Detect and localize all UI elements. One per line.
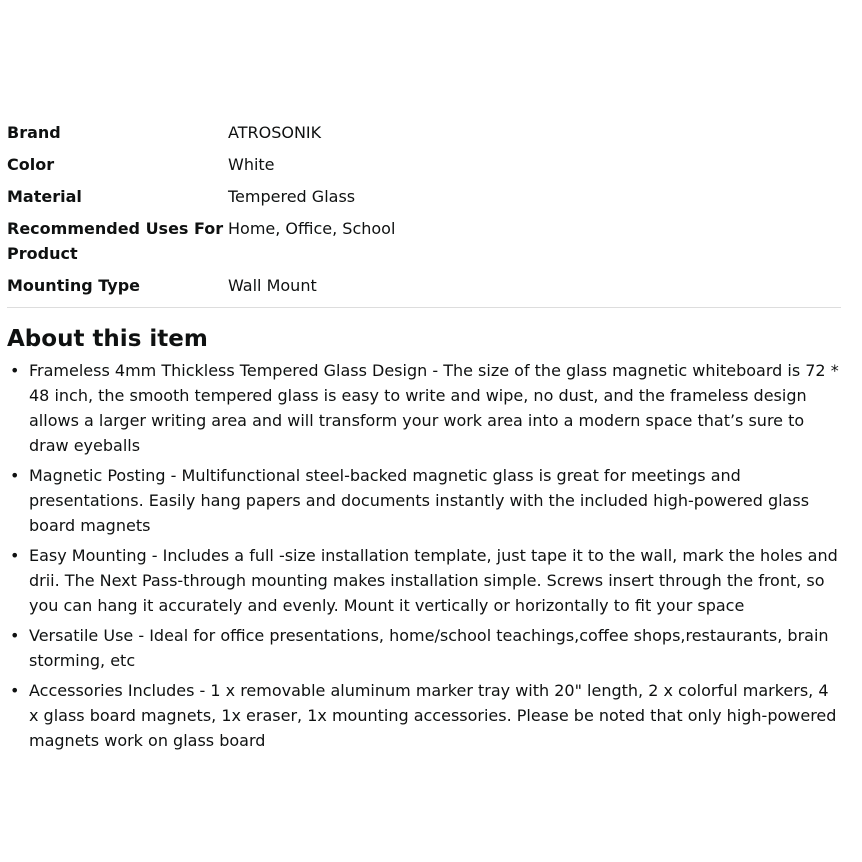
spec-row-material [7,184,841,216]
bullet-icon: • [10,681,20,700]
feature-bullet-text: Frameless 4mm Thickless Tempered Glass Design - The size of the glass magnetic whiteboard is 72 * 48 inch, the smooth tempered glass is easy to write and wipe, no dust, and the frameless design allows a larger writing area and will transform your work area into a modern space that’s sure to draw eyeballs [29,361,839,455]
feature-bullet [10,463,841,538]
spec-value: Tempered Glass [228,187,356,206]
feature-bullet-text: Easy Mounting - Includes a full -size installation template, just tape it to the wall, mark the holes and drii. The Next Pass-through mounting makes installation simple. Screws insert through the front, so you can hang it accurately and evenly. Mount it vertically or horizontally to fit your space [29,546,838,615]
bullet-icon: • [10,626,20,645]
product-details [7,120,841,758]
bullet-icon: • [10,466,20,485]
spec-key: Color [7,155,55,174]
spec-key: Material [7,187,82,206]
spec-value: White [228,155,275,174]
bullet-icon: • [10,361,20,380]
product-overview-table [7,120,841,305]
feature-bullet [10,543,841,618]
spec-value: Wall Mount [228,276,317,295]
spec-row-brand [7,120,841,152]
feature-bullet [10,678,841,753]
feature-bullet-text: Accessories Includes - 1 x removable aluminum marker tray with 20" length, 2 x colorful markers, 4 x glass board magnets, 1x eraser, 1x mounting accessories. Please be noted that only high-powered magnets work on glass board [29,681,837,750]
spec-row-mounting-type [7,273,841,305]
feature-bullet-text: Magnetic Posting - Multifunctional steel-backed magnetic glass is great for meetings and presentations. Easily hang papers and documents instantly with the included high-powered glass board magnets [29,466,810,535]
feature-bullet [10,358,841,458]
spec-key: Mounting Type [7,276,140,295]
spec-value: Home, Office, School [228,219,396,238]
spec-key: Brand [7,123,61,142]
feature-bullet-text: Versatile Use - Ideal for office presentations, home/school teachings,coffee shops,restaurants, brain storming, etc [29,626,829,670]
feature-bullet [10,623,841,673]
spec-value: ATROSONIK [228,123,322,142]
bullet-icon: • [10,546,20,565]
spec-key: Recommended Uses For Product [7,219,224,263]
section-divider [7,307,841,308]
spec-row-color [7,152,841,184]
about-heading: About this item [7,326,208,352]
spec-row-recommended-uses [7,216,841,273]
feature-bullet-list [7,358,841,753]
